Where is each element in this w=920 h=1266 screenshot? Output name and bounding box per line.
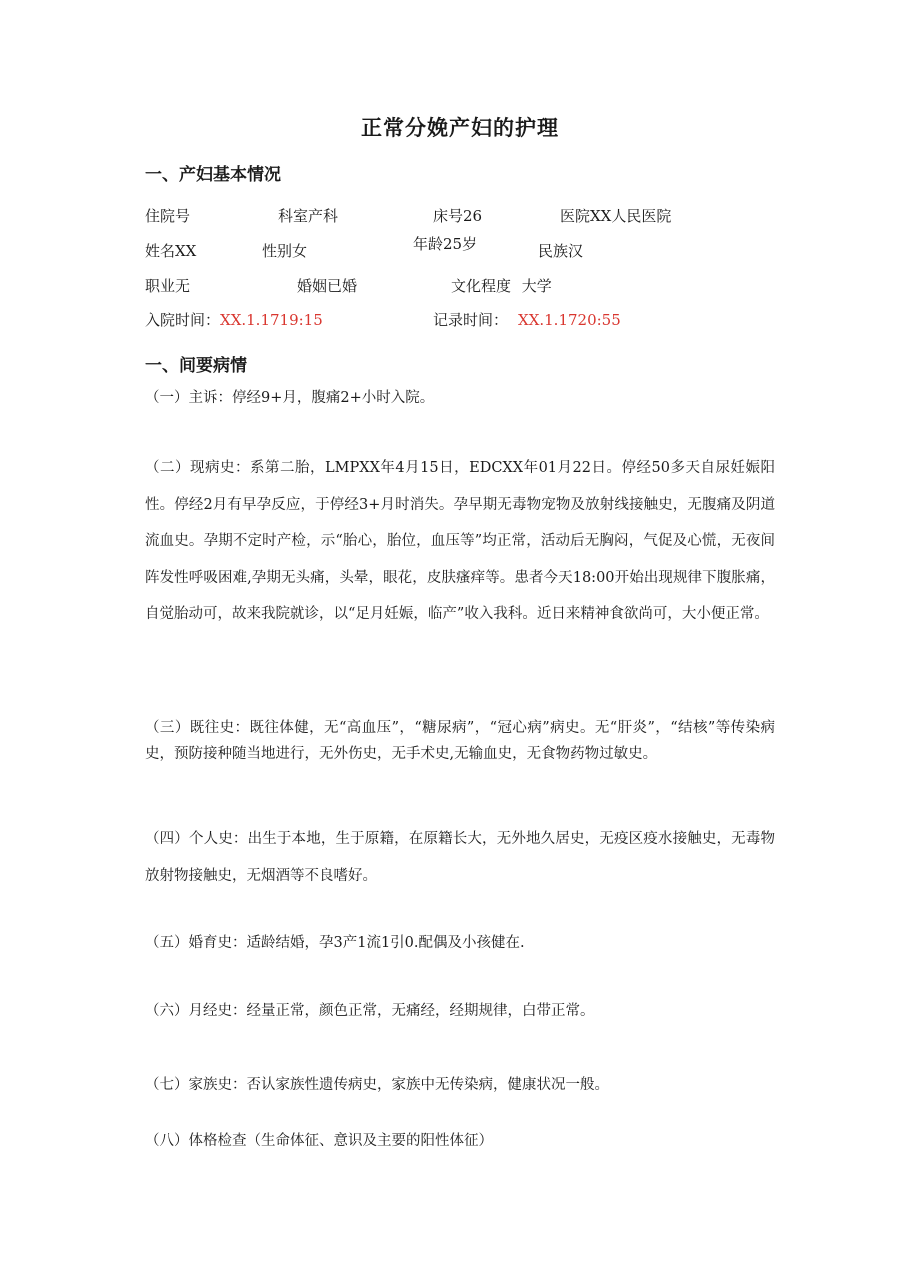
menstrual-history: （六）月经史：经量正常，颜色正常，无痛经，经期规律，白带正常。: [145, 1003, 595, 1019]
family-history: （七）家族史：否认家族性遗传病史，家族中无传染病，健康状况一般。: [145, 1077, 609, 1093]
gender: 性别女: [262, 242, 308, 260]
hospital: 医院XX人民医院: [560, 207, 672, 225]
record-time-value: XX.1.1720:55: [518, 311, 621, 329]
bed-number: 床号26: [433, 207, 483, 225]
ethnicity: 民族汉: [538, 242, 584, 260]
age: 年龄25岁: [413, 235, 478, 253]
admission-time-label: 入院时间：: [145, 311, 221, 329]
personal-history: （四）个人史：出生于本地，生于原籍，在原籍长大，无外地久居史，无疫区疫水接触史，无毒物放射物接触史，无烟酒等不良嗜好。: [145, 831, 775, 884]
marital-status: 婚姻已婚: [297, 277, 358, 295]
record-time-label: 记录时间：: [433, 311, 509, 329]
section-heading-brief-history: 一、间要病情: [145, 356, 247, 376]
record-time: [433, 309, 621, 330]
past-history: （三）既往史：既往体健，无“高血压”，“糖尿病”，“冠心病”病史。无“肝炎”，“结核”等传染病史，预防接种随当地进行，无外伤史，无手术史,无输血史，无食物药物过敏史。: [145, 720, 775, 762]
admission-time-value: XX.1.1719:15: [220, 311, 323, 329]
department: 科室产科: [278, 207, 339, 225]
section-heading-basic-info: 一、产妇基本情况: [145, 165, 281, 185]
marital-obstetric-history: （五）婚育史：适龄结婚，孕3产1流1引0.配偶及小孩健在.: [145, 935, 525, 951]
patient-name: 姓名XX: [145, 242, 197, 260]
physical-examination: （八）体格检查（生命体征、意识及主要的阳性体征）: [145, 1133, 493, 1149]
education-label: 文化程度: [451, 277, 512, 295]
admission-time: [145, 309, 323, 330]
document-title: 正常分娩产妇的护理: [361, 116, 559, 140]
chief-complaint: （一）主诉：停经9+月，腹痛2+小时入院。: [145, 390, 435, 406]
occupation: 职业无: [145, 277, 191, 295]
education-value: 大学: [521, 277, 552, 295]
education: [451, 275, 552, 296]
admission-number: 住院号: [145, 207, 191, 225]
present-illness-history: （二）现病史：系第二胎，LMPXX年4月15日，EDCXX年01月22日。停经50多天自尿妊娠阳性。停经2月有早孕反应，于停经3+月时消失。孕早期无毒物宠物及放射线接触史，无腹痛及阴道流血史。孕期不定时产检，示“胎心，胎位，血压等”均正常，活动后无胸闷，气促及心慌，无夜间阵发性呼吸困难,孕期无头痛，头晕，眼花，皮肤瘙痒等。患者今天18:00开始出现规律下腹胀痛，自觉胎动可，故来我院就诊，以“足月妊娠，临产”收入我科。近日来精神食欲尚可，大小便正常。: [145, 460, 775, 622]
